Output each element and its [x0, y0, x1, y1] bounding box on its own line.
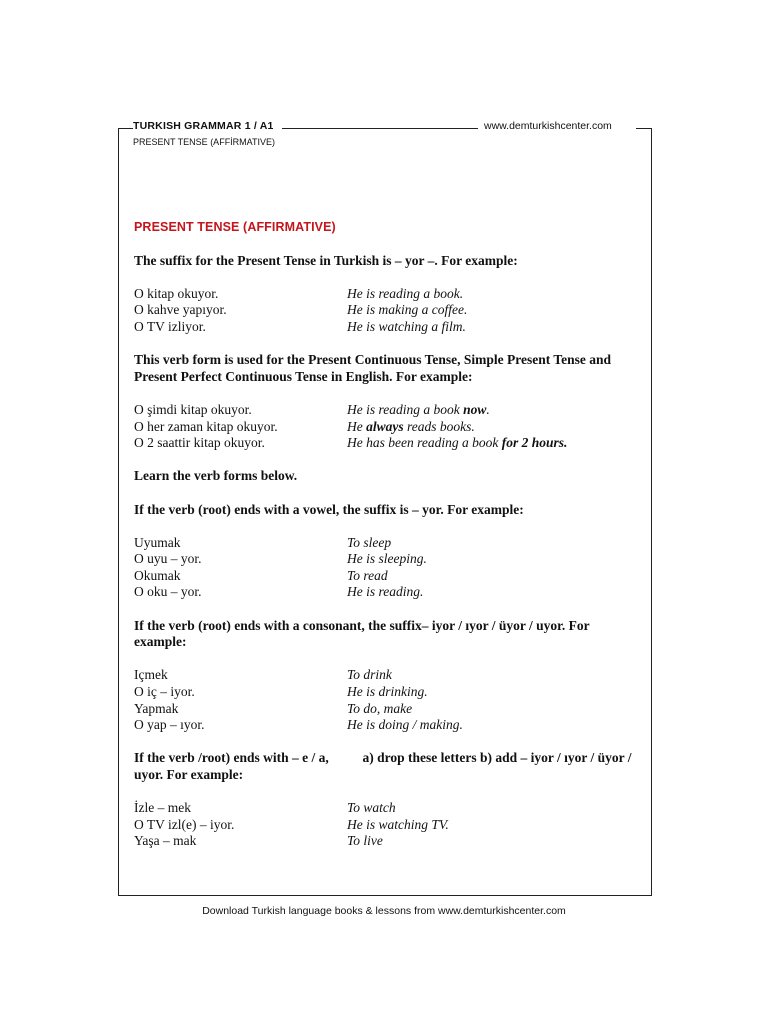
english-translation: He is reading a book.: [347, 285, 464, 301]
examples-basic: [134, 286, 639, 336]
english-translation: To do, make: [347, 700, 413, 716]
learn-text: Learn the verb forms below.: [134, 468, 298, 484]
example-row: [134, 701, 639, 718]
header-rule-middle: [282, 128, 478, 129]
english-translation: To sleep: [347, 534, 392, 550]
turkish-sentence: O yap – ıyor.: [134, 717, 205, 733]
header-rule-right: [636, 128, 651, 129]
example-row: [134, 319, 639, 336]
english-translation: To read: [347, 567, 388, 583]
header-subtitle: PRESENT TENSE (AFFİRMATIVE): [133, 137, 276, 147]
vowel-rule: If the verb (root) ends with a vowel, the suffix is – yor. For example:: [134, 501, 524, 517]
english-translation: He is reading a book now.: [347, 401, 490, 417]
turkish-sentence: İzle – mek: [134, 800, 191, 816]
example-row: [134, 684, 639, 701]
english-translation: He always reads books.: [347, 418, 475, 434]
turkish-sentence: O kahve yapıyor.: [134, 302, 227, 318]
turkish-sentence: O iç – iyor.: [134, 684, 195, 700]
intro-text: The suffix for the Present Tense in Turkish is – yor –. For example:: [134, 252, 518, 268]
english-translation: To watch: [347, 800, 396, 816]
english-translation: He is drinking.: [347, 684, 428, 700]
example-row: [134, 833, 639, 850]
example-row: [134, 286, 639, 303]
turkish-sentence: O uyu – yor.: [134, 551, 202, 567]
english-translation: He is sleeping.: [347, 551, 427, 567]
english-translation: He is making a coffee.: [347, 302, 468, 318]
lesson-content: [134, 219, 639, 850]
turkish-sentence: Yaşa – mak: [134, 833, 197, 849]
turkish-sentence: Uyumak: [134, 534, 181, 550]
header-url[interactable]: www.demturkishcenter.com: [484, 120, 612, 132]
ea-rule: If the verb /root) ends with – e / a, a) drop these letters b) add – iyor / ıyor / üyor / uyor. For example:: [134, 750, 635, 782]
example-row: [134, 667, 639, 684]
english-translation: To live: [347, 833, 383, 849]
turkish-sentence: O şimdi kitap okuyor.: [134, 401, 252, 417]
footer-text: Download Turkish language books & lessons from www.demturkishcenter.com: [202, 905, 566, 917]
english-translation: He is reading.: [347, 584, 424, 600]
english-translation: To drink: [347, 667, 392, 683]
english-translation: He has been reading a book for 2 hours.: [347, 435, 568, 451]
example-row: [134, 717, 639, 734]
examples-consonant: [134, 667, 639, 733]
consonant-rule: If the verb (root) ends with a consonant, the suffix– iyor / ıyor / üyor / uyor. For example:: [134, 617, 590, 650]
header-title: TURKISH GRAMMAR 1 / A1: [133, 120, 274, 132]
turkish-sentence: O TV izliyor.: [134, 318, 206, 334]
example-row: [134, 584, 639, 601]
turkish-sentence: O 2 saattir kitap okuyor.: [134, 435, 265, 451]
turkish-sentence: Yapmak: [134, 700, 179, 716]
examples-ea: [134, 800, 639, 850]
english-translation: He is watching a film.: [347, 318, 466, 334]
turkish-sentence: O TV izl(e) – iyor.: [134, 816, 235, 832]
example-row: [134, 551, 639, 568]
turkish-sentence: Içmek: [134, 667, 168, 683]
examples-vowel: [134, 535, 639, 601]
example-row: [134, 568, 639, 585]
section-title: PRESENT TENSE (AFFIRMATIVE): [134, 220, 336, 234]
english-translation: He is watching TV.: [347, 816, 449, 832]
example-row: [134, 800, 639, 817]
turkish-sentence: Okumak: [134, 567, 181, 583]
english-translation: He is doing / making.: [347, 717, 463, 733]
usage-text: This verb form is used for the Present Continuous Tense, Simple Present Tense and Present Perfect Continuous Tense in English. For example:: [134, 352, 612, 384]
examples-usage: [134, 402, 639, 452]
example-row: [134, 402, 639, 419]
turkish-sentence: O oku – yor.: [134, 584, 202, 600]
example-row: [134, 302, 639, 319]
example-row: [134, 535, 639, 552]
turkish-sentence: O kitap okuyor.: [134, 285, 219, 301]
example-row: [134, 435, 639, 452]
example-row: [134, 419, 639, 436]
turkish-sentence: O her zaman kitap okuyor.: [134, 418, 278, 434]
example-row: [134, 817, 639, 834]
